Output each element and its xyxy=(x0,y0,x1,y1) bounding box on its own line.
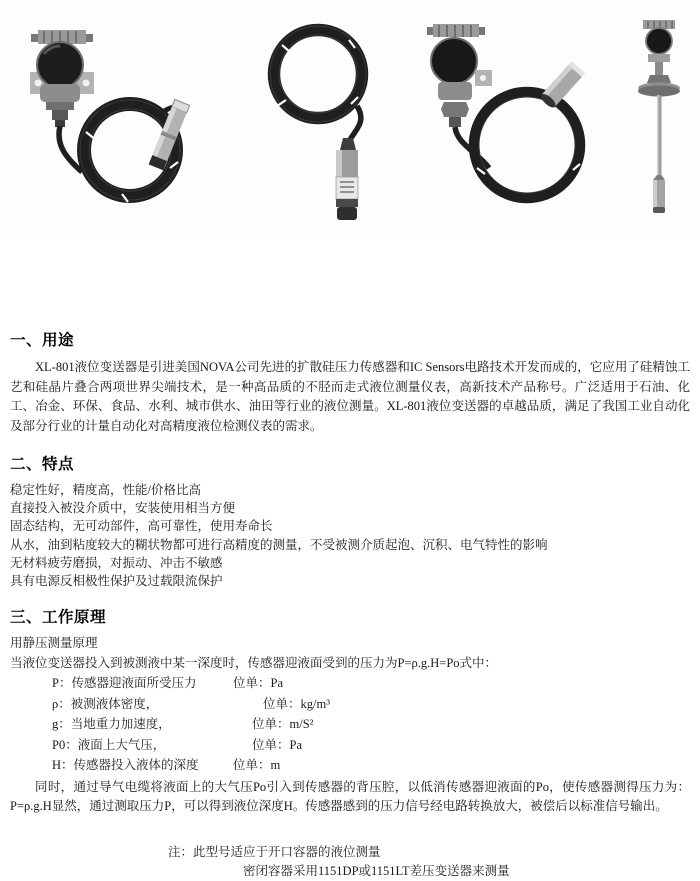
principle-intro-line: 用静压测量原理 xyxy=(10,636,98,651)
parameter-unit: 位单：kg/m³ xyxy=(263,696,330,711)
parameter-unit: 位单：Pa xyxy=(252,737,303,752)
parameter-row xyxy=(10,694,690,715)
parameter-label: ρ：被测液体密度， xyxy=(52,696,159,711)
parameter-unit: 位单：m xyxy=(233,758,281,773)
feature-item: 具有电源反相极性保护及过载限流保护 xyxy=(10,574,223,589)
principle-formula-line: 当液位变送器投入到被测液中某一深度时，传感器迎液面受到的压力为P=ρ.g.H=Po式中： xyxy=(10,656,498,671)
principle-paragraph: 同时，通过导气电缆将液面上的大气压Po引入到传感器的背压腔，以低消传感器迎液面的Po，使传感器测得压力为：P=ρ.g.H显然，通过测取压力P，可以得到液位深度H。传感器感到的压力信号经电路转换放大，被偿后以标准信号输出。 xyxy=(10,779,690,814)
feature-item: 固态结构，无可动部件，高可靠性，使用寿命长 xyxy=(10,519,273,534)
parameter-unit: 位单：m/S² xyxy=(252,717,314,732)
product-photo-1 xyxy=(22,22,207,218)
product-photo-3 xyxy=(425,20,597,212)
feature-item: 从水，油到粘度较大的糊状物都可进行高精度的测量，不受被测介质起泡、沉积、电气特性的影响 xyxy=(10,537,548,552)
parameter-row xyxy=(10,714,690,735)
feature-item: 直接投入被没介质中，安装使用相当方便 xyxy=(10,501,236,516)
parameter-label: H：传感器投入液体的深度 xyxy=(52,758,199,773)
parameter-label: P：传感器迎液面所受压力 xyxy=(52,676,197,691)
parameter-label: g：当地重力加速度， xyxy=(52,717,171,732)
parameter-row xyxy=(10,735,690,756)
product-photo-2 xyxy=(255,18,385,230)
section-heading-features: 二、特点 xyxy=(10,456,75,473)
note-line-1: 注：此型号适应于开口容器的液位测量 xyxy=(168,844,381,859)
parameter-row xyxy=(10,673,690,694)
parameter-row xyxy=(10,755,690,776)
section-heading-usage: 一、用途 xyxy=(10,332,75,349)
section-heading-principle: 三、工作原理 xyxy=(10,609,107,627)
usage-paragraph: XL-801液位变送器是引进美国NOVA公司先进的扩散硅压力传感器和IC Sensors电路技术开发而成的，它应用了硅精蚀工艺和硅晶片叠合两项世界尖端技术，是一种高品质的不胫而走式液位测量仪表，高新技术产品称号。广泛适用于石油、化工、冶金、环保、食品、水利、城市供水、油田等行业的液位测量。XL-801液位变送器的卓越品质，满足了我国工业自动化及部分行业的计量自动化对高精度液位检测仪表的需求。 xyxy=(10,360,690,433)
note-line-2: 密闭容器采用1151DP或1151LT差压变送器来测量 xyxy=(243,863,510,878)
document-body xyxy=(0,328,700,881)
product-photo-4 xyxy=(632,15,692,221)
product-photos-strip xyxy=(0,0,700,238)
features-list xyxy=(10,481,690,590)
feature-item: 稳定性好，精度高，性能/价格比高 xyxy=(10,483,201,497)
parameter-unit: 位单：Pa xyxy=(233,676,284,691)
feature-item: 无材料疲劳磨损，对振动、冲击不敏感 xyxy=(10,555,223,570)
parameter-label: P0：液面上大气压， xyxy=(52,737,166,752)
